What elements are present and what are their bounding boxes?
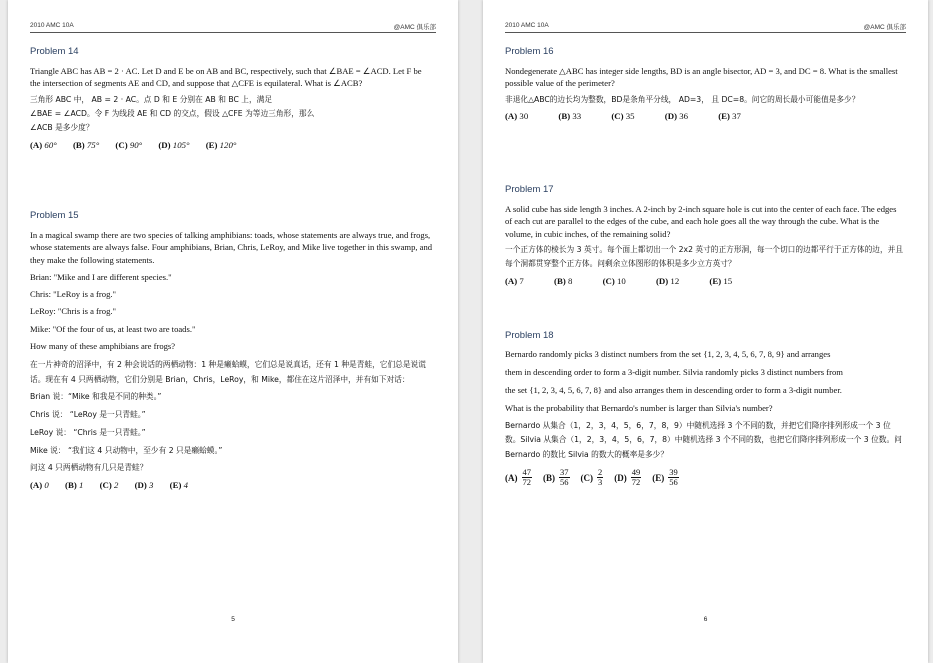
answer-choices xyxy=(30,480,434,490)
problem-text-zh: Bernardo 从集合（1，2，3，4，5，6，7，8，9）中随机选择 3 个不同的数，并把它们降序排列形成一个 3 位数。Silvia 从集合（1，2，3，4，5，6，7，8）中随机选择 3 个不同的数，也把它们降序排列形成一个 3 位数。问 Bernardo 的数比 Silvia 的数大的概率是多少？ xyxy=(505,421,902,459)
choice-b: (B) 75° xyxy=(72,139,100,150)
answer-choices xyxy=(30,140,434,150)
page-5 xyxy=(8,0,458,663)
choice-a: (A) 60° xyxy=(30,139,57,150)
problem-text-en-2: them in descending order to form a 3-digit number. Silvia randomly picks 3 distinct numbers from xyxy=(505,367,843,377)
choice-c: (C) $\frac{2}{3}$ xyxy=(580,467,603,488)
choice-a: (A) $\frac{47}{72}$ xyxy=(505,467,531,488)
choice-b: (B) $\frac{37}{56}$ xyxy=(543,467,569,488)
problem-text-en-1: Bernardo randomly picks 3 distinct numbers from the set {1, 2, 3, 4, 5, 6, 7, 8, 9} and arranges xyxy=(505,349,831,359)
header-right: @AMC 俱乐部 xyxy=(393,24,436,31)
page-header xyxy=(505,22,906,33)
choice-c: (C) 90° xyxy=(115,139,143,150)
statement-leroy-zh: LeRoy 说： “Chris 是一只青蛙。” xyxy=(30,427,146,437)
header-right: @AMC 俱乐部 xyxy=(863,24,906,31)
choice-c: (C) 10 xyxy=(602,275,626,286)
problem-18 xyxy=(505,330,904,487)
statement-mike-zh: Mike 说： “我们这 4 只动物中，至少有 2 只是癞蛤蟆。” xyxy=(30,445,223,455)
question-en: How many of these amphibians are frogs? xyxy=(30,341,176,352)
statement-mike: Mike: "Of the four of us, at least two are toads." xyxy=(30,323,196,334)
choice-b: (B) 8 xyxy=(554,275,573,286)
choice-e: (E) 4 xyxy=(169,480,188,491)
problem-14 xyxy=(30,46,434,150)
page-number: 5 xyxy=(231,616,235,623)
statement-brian: Brian: "Mike and I are different species." xyxy=(30,271,172,282)
page-header xyxy=(30,22,436,33)
choice-b: (B) 1 xyxy=(65,480,84,491)
problem-text-en-3: the set {1, 2, 3, 4, 5, 6, 7, 8} and also arranges them in descending order to form a 3-digit number. xyxy=(505,385,842,395)
choice-d: (D) 105° xyxy=(158,139,190,150)
choice-d: (D) 3 xyxy=(134,480,154,491)
problem-title: Problem 16 xyxy=(505,46,554,57)
statement-leroy: LeRoy: "Chris is a frog." xyxy=(30,306,117,317)
question-zh: 问这 4 只两栖动物有几只是青蛙？ xyxy=(30,463,148,473)
problem-text-zh: 非退化△ABC的边长均为整数，BD是条角平分线， AD=3， 且 DC=8。问它的周长最小可能值是多少？ xyxy=(505,94,860,104)
choice-b: (B) 33 xyxy=(558,111,582,121)
choice-e: (E) 15 xyxy=(709,275,733,286)
problem-text-zh: 一个正方体的棱长为 3 英寸。每个面上都切出一个 2x2 英寸的正方形洞，每一个切口的边都平行于正方体的边，并且每个洞都贯穿整个正方体。问剩余立体图形的体积是多少立方英寸？ xyxy=(505,244,904,269)
statement-brian-zh: Brian 说：“Mike 和我是不同的种类。” xyxy=(30,392,162,402)
problem-title: Problem 15 xyxy=(30,210,79,221)
choice-a: (A) 30 xyxy=(505,111,529,121)
choice-a: (A) 7 xyxy=(505,275,524,286)
statement-chris-zh: Chris 说： “LeRoy 是一只青蛙。” xyxy=(30,409,146,419)
header-left: 2010 AMC 10A xyxy=(30,22,74,29)
answer-choices xyxy=(505,468,904,487)
problem-text-en: In a magical swamp there are two species of talking amphibians: toads, whose statements are always true, and frogs, whose statements are always false. Four amphibians, Brian, Chris, LeRoy, and Mike live together in this swamp, and they make the following statements. xyxy=(30,230,433,265)
problem-text-en: A solid cube has side length 3 inches. A 2-inch by 2-inch square hole is cut into the center of each face. The edges of each cut are parallel to the edges of the cube, and each hole goes all the way through the cube. What is the volume, in cubic inches, of the remaining solid? xyxy=(505,204,897,239)
choice-e: (E) 37 xyxy=(718,111,741,121)
choice-e: (E) 120° xyxy=(205,139,237,150)
answer-choices xyxy=(505,111,904,121)
problem-16 xyxy=(505,46,904,121)
choice-d: (D) 36 xyxy=(664,111,688,121)
choice-a: (A) 0 xyxy=(30,480,49,491)
page-6 xyxy=(483,0,928,663)
problem-text-en: Triangle ABC has AB = 2 · AC. Let D and E be on AB and BC, respectively, such that ∠BAE = ∠ACD. Let F be the intersection of segments AE and CD, and suppose that △CFE is equilateral. What is ∠ACB? xyxy=(30,66,422,89)
choice-d: (D) $\frac{49}{72}$ xyxy=(614,467,641,488)
choice-e: (E) $\frac{39}{56}$ xyxy=(652,467,678,488)
problem-15 xyxy=(30,210,434,490)
problem-text-en-4: What is the probability that Bernardo's number is larger than Silvia's number? xyxy=(505,403,773,413)
problem-title: Problem 17 xyxy=(505,184,554,195)
problem-text-zh-1: 三角形 ABC 中， AB = 2 · AC。点 D 和 E 分别在 AB 和 BC 上，满足 xyxy=(30,94,273,104)
problem-title: Problem 18 xyxy=(505,330,554,341)
choice-c: (C) 35 xyxy=(611,111,635,121)
problem-text-zh-2: ∠BAE = ∠ACD。令 F 为线段 AE 和 CD 的交点，假设 △CFE 为等边三角形，那么 xyxy=(30,109,315,118)
choice-d: (D) 12 xyxy=(656,275,680,286)
statement-chris: Chris: "LeRoy is a frog." xyxy=(30,289,117,300)
choice-c: (C) 2 xyxy=(99,480,119,491)
problem-text-zh: 在一片神奇的沼泽中，有 2 种会说话的两栖动物：1 种是癞蛤蟆，它们总是说真话，还有 1 种是青蛙，它们总是说谎话。现在有 4 只两栖动物，它们分别是 Brian，Chris，LeRoy，和 Mike，都住在这片沼泽中，并有如下对话： xyxy=(30,360,426,384)
page-number: 6 xyxy=(703,616,708,623)
problem-text-zh-3: ∠ACB 是多少度？ xyxy=(30,123,94,133)
problem-title: Problem 14 xyxy=(30,46,79,57)
header-left: 2010 AMC 10A xyxy=(505,22,549,29)
problem-text-en: Nondegenerate △ABC has integer side lengths, BD is an angle bisector, AD = 3, and DC = 8. What is the smallest possible value of the perimeter? xyxy=(505,66,898,89)
problem-17 xyxy=(505,184,904,286)
answer-choices xyxy=(505,276,904,286)
